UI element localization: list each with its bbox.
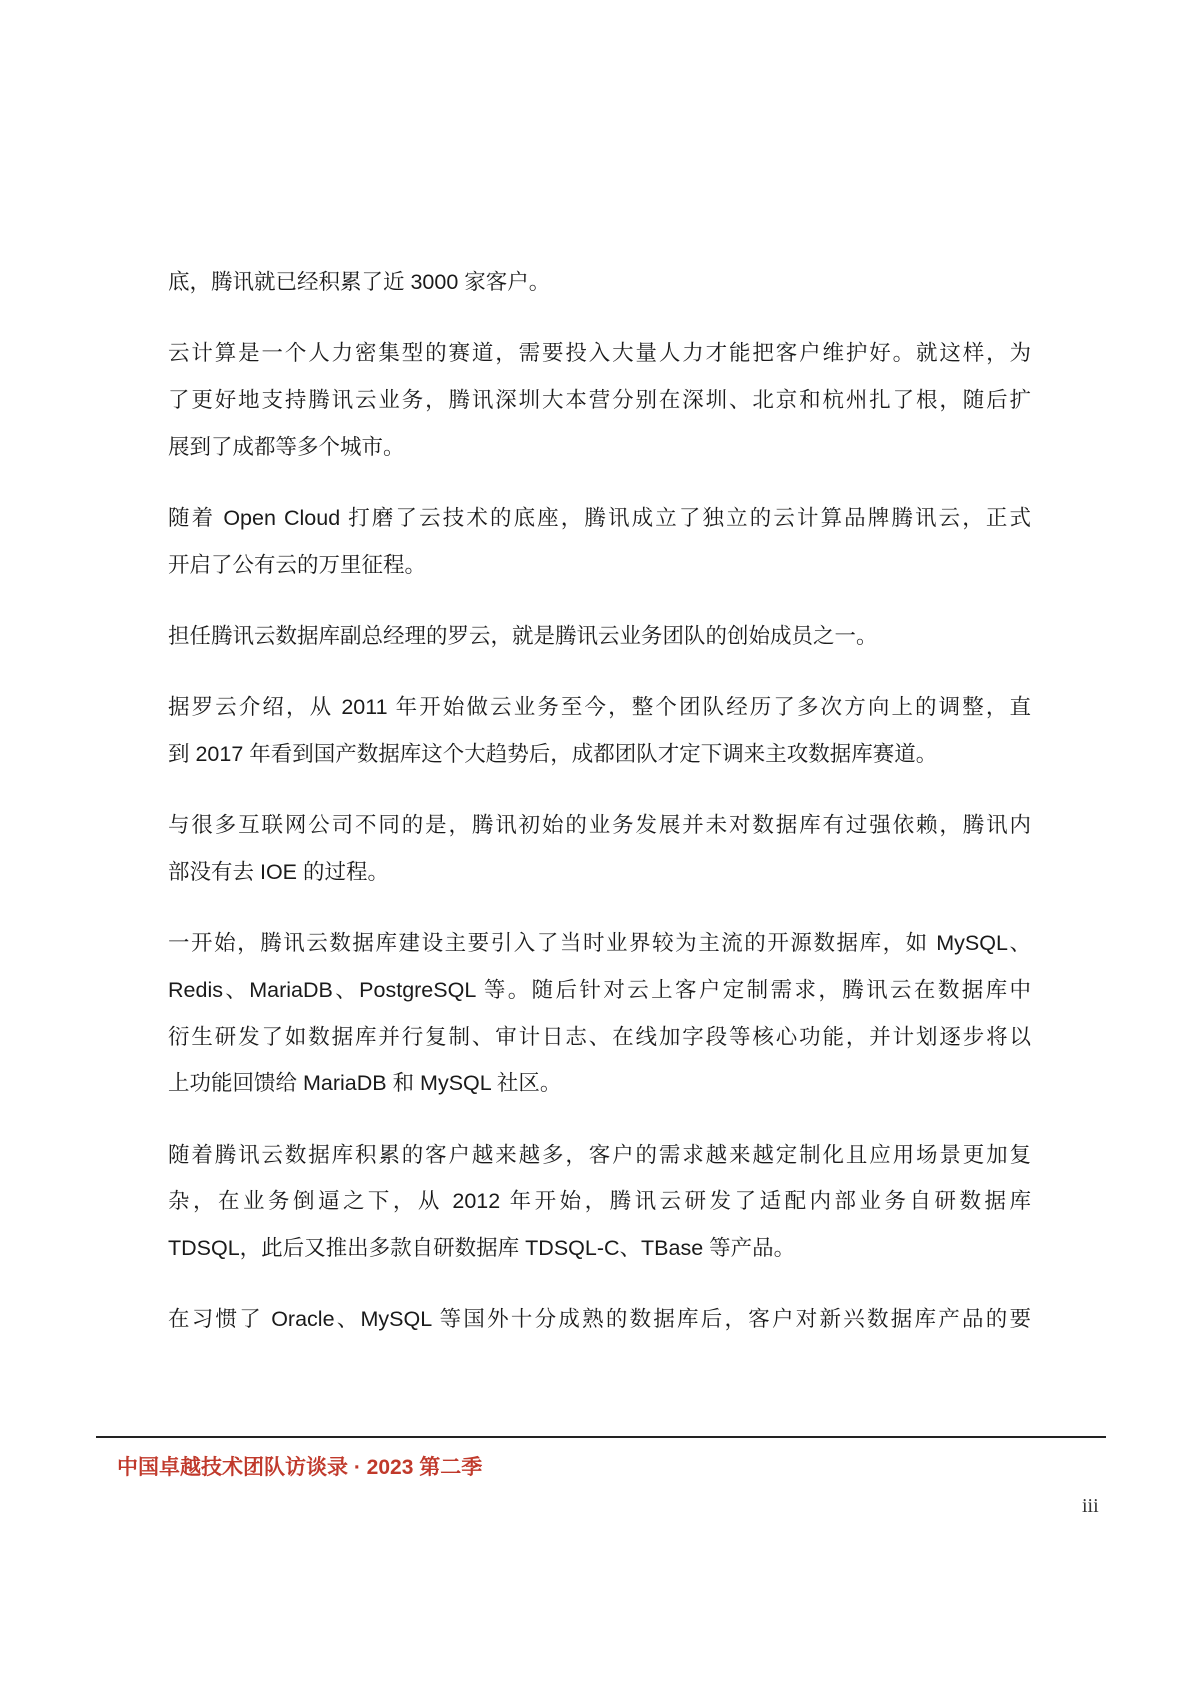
page-number: iii [1082, 1495, 1099, 1517]
footer-title: 中国卓越技术团队访谈录 · 2023 第二季 [117, 1456, 483, 1479]
paragraph-line: 部没有去 IOE 的过程。 [168, 860, 389, 884]
paragraph-line: 开启了公有云的万里征程。 [168, 552, 427, 577]
paragraph-line: 杂，在业务倒逼之下，从 2012 年开始，腾讯云研发了适配内部业务自研数据库 [168, 1189, 1031, 1214]
paragraph-line: 随着腾讯云数据库积累的客户越来越多，客户的需求越来越定制化且应用场景更加复 [168, 1142, 1031, 1167]
paragraph-line: 担任腾讯云数据库副总经理的罗云，就是腾讯云业务团队的创始成员之一。 [168, 624, 878, 648]
paragraph-line: Redis、MariaDB、PostgreSQL 等。随后针对云上客户定制需求，腾讯云在数据库中 [168, 978, 1031, 1002]
paragraph-line: TDSQL，此后又推出多款自研数据库 TDSQL-C、TBase 等产品。 [168, 1235, 796, 1260]
paragraph-line: 随着 Open Cloud 打磨了云技术的底座，腾讯成立了独立的云计算品牌腾讯云，正式 [168, 506, 1031, 530]
paragraph-line: 展到了成都等多个城市。 [168, 434, 405, 459]
paragraph-line: 了更好地支持腾讯云业务，腾讯深圳大本营分别在深圳、北京和杭州扎了根，随后扩 [168, 388, 1031, 412]
paragraph-line: 云计算是一个人力密集型的赛道，需要投入大量人力才能把客户维护好。就这样，为 [168, 341, 1031, 366]
paragraph-line: 一开始，腾讯云数据库建设主要引入了当时业界较为主流的开源数据库，如 MySQL、 [168, 931, 1031, 956]
paragraph-line: 与很多互联网公司不同的是，腾讯初始的业务发展并未对数据库有过强依赖，腾讯内 [168, 813, 1031, 838]
paragraph-line: 在习惯了 Oracle、MySQL 等国外十分成熟的数据库后，客户对新兴数据库产品的要 [168, 1307, 1031, 1332]
paragraph-line: 衍生研发了如数据库并行复制、审计日志、在线加字段等核心功能，并计划逐步将以 [168, 1024, 1031, 1049]
paragraph-line: 底，腾讯就已经积累了近 3000 家客户。 [168, 270, 551, 294]
paragraph-line: 上功能回馈给 MariaDB 和 MySQL 社区。 [168, 1071, 562, 1096]
paragraph-line: 据罗云介绍，从 2011 年开始做云业务至今，整个团队经历了多次方向上的调整，直 [168, 695, 1031, 720]
footer-divider [96, 1436, 1106, 1438]
paragraph-line: 到 2017 年看到国产数据库这个大趋势后，成都团队才定下调来主攻数据库赛道。 [168, 742, 938, 766]
